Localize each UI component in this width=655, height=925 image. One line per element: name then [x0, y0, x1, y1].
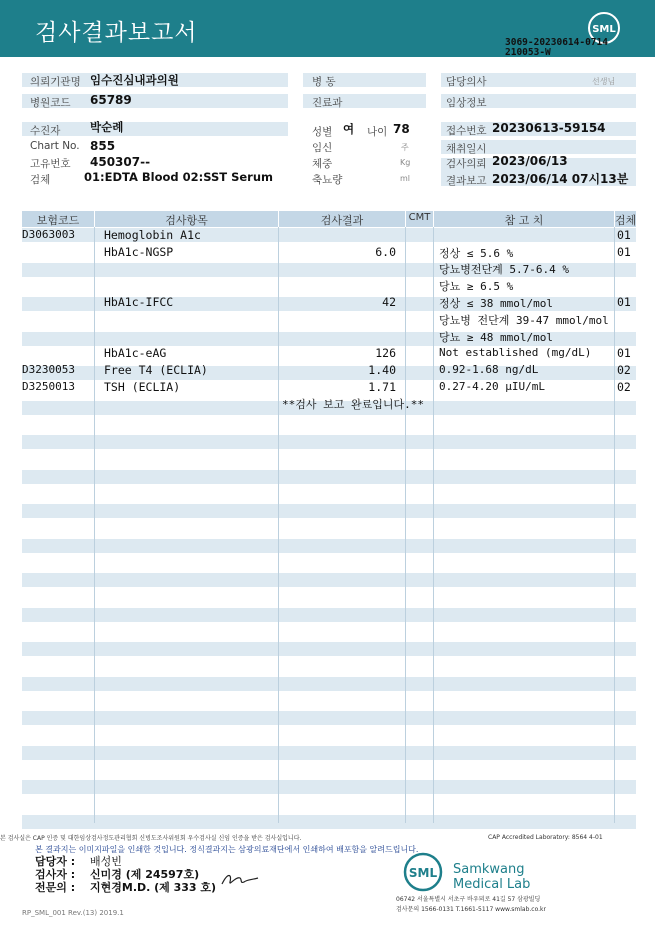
lab-address: 06742 서울특별시 서초구 바우뫼로 41길 57 삼광빌딩	[396, 896, 541, 903]
chart-no-label: Chart No.	[30, 140, 80, 152]
collection-date-label: 채취일시	[446, 143, 487, 155]
samkwang-logo-icon	[403, 852, 443, 892]
col-divider	[94, 227, 95, 823]
table-stripe	[22, 780, 636, 794]
age-label: 나이	[367, 126, 388, 138]
row-specimen: 01	[617, 228, 631, 242]
col-divider	[433, 227, 434, 823]
receipt-no-label: 접수번호	[446, 125, 487, 137]
report-date-label: 결과보고	[446, 175, 487, 187]
weight-unit: Kg	[400, 158, 411, 167]
row-ref: 당뇨 ≥ 6.5 %	[439, 280, 514, 293]
table-stripe	[22, 642, 636, 656]
urine-label: 축뇨량	[312, 174, 343, 186]
specimen-label: 검체	[30, 174, 51, 186]
table-stripe	[22, 435, 636, 449]
row-item: HbA1c-eAG	[104, 346, 167, 360]
report-end-message: **검사 보고 완료입니다.**	[282, 398, 424, 411]
table-stripe	[22, 815, 636, 829]
specimen-value: 01:EDTA Blood 02:SST Serum	[84, 170, 274, 184]
row-item: TSH (ECLIA)	[104, 380, 181, 394]
staff-role: 전문의 :	[35, 881, 76, 894]
patient-label: 수진자	[30, 125, 61, 137]
row-specimen: 02	[617, 363, 631, 377]
pregnancy-label: 임신	[312, 142, 333, 154]
accreditation-note: 본 검사실은 CAP 인증 및 대한임상검사정도관리협회 신빙도조사위원회 우수검사실 신임 인증을 받은 검사실입니다.	[0, 835, 302, 842]
col-header-ref: 참 고 치	[504, 214, 544, 227]
hospital-code-label: 병원코드	[30, 97, 71, 109]
cap-accreditation: CAP Accredited Laboratory: 8564 4-01	[488, 834, 603, 841]
row-item: HbA1c-IFCC	[104, 295, 174, 309]
weight-label: 체중	[312, 158, 333, 170]
row-ref: 0.27-4.20 μIU/mL	[439, 380, 545, 393]
staff-name: 배성빈	[90, 855, 122, 868]
print-notice: 본 결과지는 이미지파일을 인쇄한 것입니다. 정식결과지는 삼광의료재단에서 인쇄하여 배포함을 알려드립니다.	[35, 845, 419, 854]
lab-name-line2: Medical Lab	[453, 877, 531, 892]
id-no-value: 450307--	[90, 155, 151, 169]
revision-code: RP_SML_001 Rev.(13) 2019.1	[22, 909, 124, 917]
table-stripe	[22, 470, 636, 484]
staff-name: 신미경 (제 24597호)	[90, 868, 200, 881]
sex-label: 성별	[312, 126, 333, 138]
sex-value: 여	[343, 122, 355, 136]
table-stripe	[22, 711, 636, 725]
col-divider	[278, 227, 279, 823]
row-ref: 당뇨병 전단계 39-47 mmol/mol	[439, 314, 609, 327]
request-date-label: 검사의뢰	[446, 158, 487, 170]
row-specimen: 01	[617, 346, 631, 360]
hospital-code-value: 65789	[90, 93, 132, 107]
row-ref: 당뇨병전단계 5.7-6.4 %	[439, 263, 569, 276]
row-specimen: 02	[617, 380, 631, 394]
lab-contact: 검사문의 1566-0131 T.1661-5117 www.smlab.co.kr	[396, 906, 546, 913]
request-org-value: 임수진심내과의원	[90, 73, 179, 87]
table-stripe	[22, 573, 636, 587]
department-label: 진료과	[312, 97, 343, 109]
report-date-value: 2023/06/14 07시13분	[492, 172, 629, 186]
col-header-item: 검사항목	[165, 214, 208, 227]
report-title: 검사결과보고서	[35, 20, 198, 46]
signature-icon	[220, 870, 260, 888]
pregnancy-unit: 주	[401, 143, 409, 152]
row-ref: 정상 ≤ 5.6 %	[439, 247, 514, 260]
row-code: D3230053	[22, 363, 75, 376]
accession-number	[505, 38, 608, 58]
table-stripe	[22, 539, 636, 553]
row-specimen: 01	[617, 245, 631, 259]
table-stripe	[22, 677, 636, 691]
request-org-label: 의뢰기관명	[30, 76, 81, 88]
ward-label: 병 동	[312, 76, 336, 88]
clinical-info-label: 임상정보	[446, 97, 487, 109]
receipt-no-value: 20230613-59154	[492, 121, 606, 135]
request-date-value: 2023/06/13	[492, 154, 568, 168]
row-result: 126	[375, 346, 396, 360]
col-header-specimen: 검체	[615, 214, 637, 227]
row-result: 1.71	[368, 380, 396, 394]
row-code: D3063003	[22, 228, 75, 241]
row-result: 6.0	[375, 245, 396, 259]
col-header-cmt: CMT	[408, 212, 431, 223]
row-ref: 당뇨 ≥ 48 mmol/mol	[439, 331, 553, 344]
row-item: Hemoglobin A1c	[104, 228, 201, 242]
samkwang-logo-text: SML	[408, 866, 438, 880]
patient-name: 박순례	[90, 120, 124, 134]
row-result: 1.40	[368, 363, 396, 377]
col-header-result: 검사결과	[320, 214, 364, 227]
col-divider	[614, 227, 615, 823]
row-item: HbA1c-NGSP	[104, 245, 174, 259]
table-stripe	[22, 504, 636, 518]
row-ref: Not established (mg/dL)	[439, 346, 592, 359]
staff-role: 검사자 :	[35, 868, 76, 881]
row-result: 42	[382, 295, 396, 309]
chart-no-value: 855	[90, 139, 116, 153]
staff-role: 담당자 :	[35, 855, 76, 868]
id-no-label: 고유번호	[30, 158, 71, 170]
doctor-label: 담당의사	[446, 76, 487, 88]
row-item: Free T4 (ECLIA)	[104, 363, 208, 377]
table-stripe	[22, 746, 636, 760]
info-bar	[22, 122, 288, 136]
row-specimen: 01	[617, 295, 631, 309]
row-ref: 0.92-1.68 ng/dL	[439, 363, 539, 376]
col-divider	[405, 227, 406, 823]
staff-name: 지현경M.D. (제 333 호)	[90, 881, 217, 894]
age-value: 78	[393, 122, 410, 136]
col-header-code: 보험코드	[36, 214, 80, 227]
row-ref: 정상 ≤ 38 mmol/mol	[439, 297, 553, 310]
urine-unit: ml	[400, 174, 411, 183]
doctor-suffix: 선생님	[592, 77, 616, 86]
sml-logo-text: SML	[592, 24, 616, 35]
table-stripe	[22, 608, 636, 622]
accession-line2: 210053-W	[505, 47, 551, 58]
accession-line1: 3069-20230614-0714	[505, 37, 608, 48]
lab-name-line1: Samkwang	[453, 862, 525, 877]
row-code: D3250013	[22, 380, 75, 393]
